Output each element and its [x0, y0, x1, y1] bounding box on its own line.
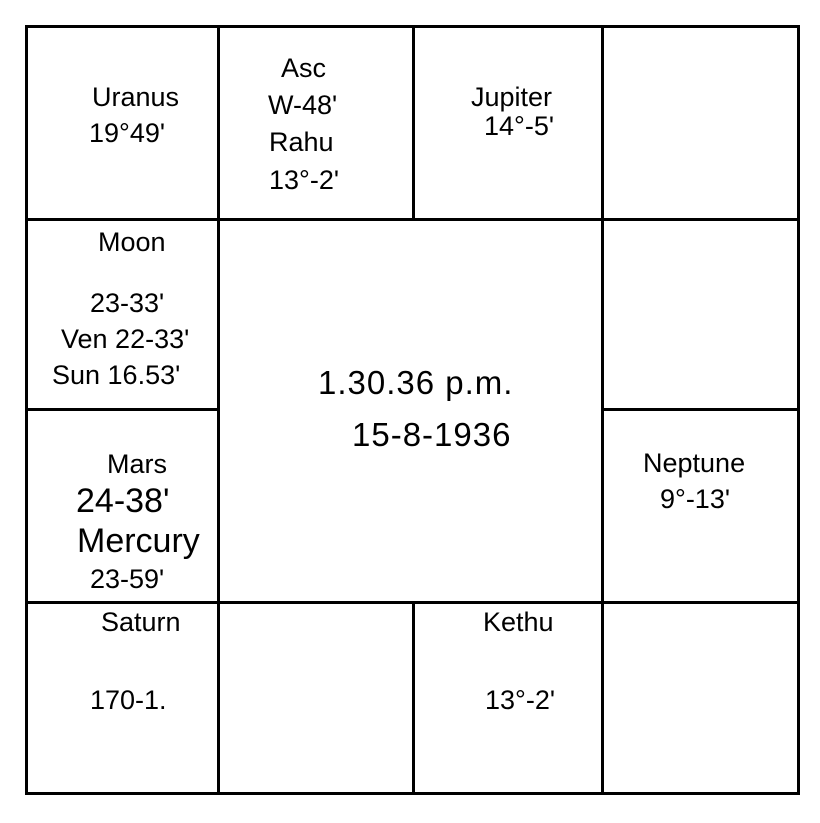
mars-label: Mars — [107, 449, 167, 479]
neptune-degree: 9°-13' — [660, 484, 730, 514]
grid-hline-2-right — [601, 408, 800, 411]
grid-hline-3 — [25, 601, 800, 604]
jupiter-label: Jupiter — [471, 82, 553, 112]
moon-label: Moon — [98, 227, 166, 257]
birth-time: 1.30.36 p.m. — [318, 364, 514, 401]
mars-degree: 24-38' — [76, 482, 170, 520]
kethu-degree: 13°-2' — [485, 685, 555, 715]
moon-degree: 23-33' — [90, 288, 165, 318]
mercury-degree: 23-59' — [90, 564, 165, 594]
uranus-label: Uranus — [92, 82, 180, 112]
uranus-degree: 19°49' — [89, 118, 166, 148]
grid-vline-2-top — [412, 25, 415, 221]
grid-hline-2-left — [25, 408, 220, 411]
rahu-label: Rahu — [269, 127, 334, 157]
venus-entry: Ven 22-33' — [61, 324, 190, 354]
birth-date: 15-8-1936 — [352, 416, 512, 453]
asc-degree: W-48' — [268, 90, 338, 120]
asc-label: Asc — [281, 53, 327, 83]
kethu-label: Kethu — [483, 607, 554, 637]
neptune-label: Neptune — [643, 448, 746, 478]
grid-hline-1 — [25, 218, 800, 221]
saturn-degree: 170-1. — [90, 685, 167, 715]
jupiter-degree: 14°-5' — [484, 111, 554, 141]
sun-entry: Sun 16.53' — [52, 360, 181, 390]
saturn-label: Saturn — [101, 607, 181, 637]
grid-vline-2-bottom — [412, 601, 415, 795]
mercury-label: Mercury — [77, 522, 200, 560]
rahu-degree: 13°-2' — [269, 165, 339, 195]
